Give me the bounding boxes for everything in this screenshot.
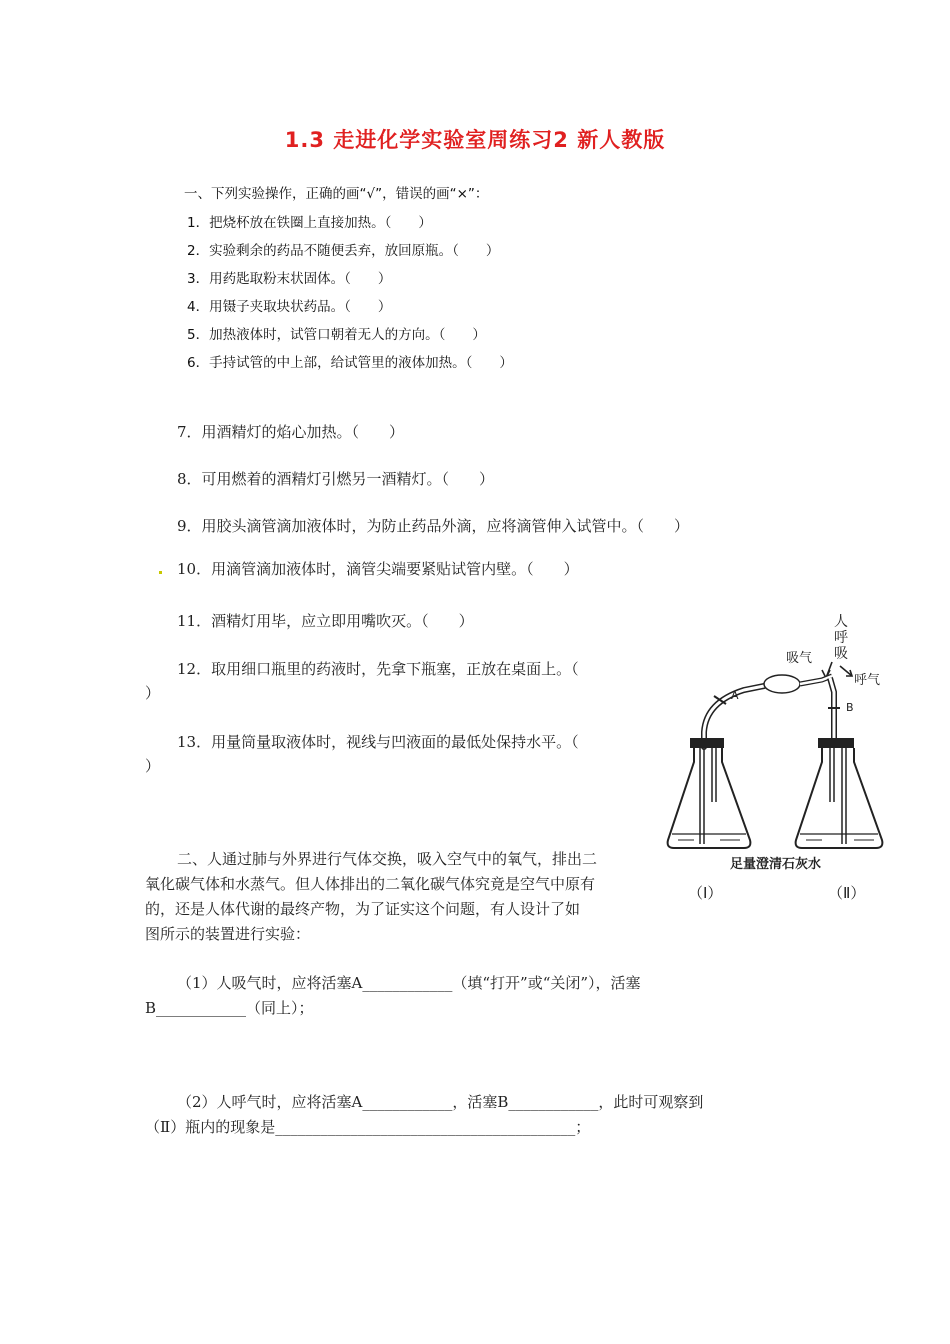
figure-label-hu: 呼 bbox=[834, 630, 848, 646]
figure-label-a: A bbox=[731, 689, 739, 702]
question-2-1-line-2: B____________（同上）； bbox=[145, 999, 314, 1017]
flask-2 bbox=[796, 738, 883, 848]
question-item-13-cont: ） bbox=[145, 757, 161, 775]
question-item-6: 6．手持试管的中上部，给试管里的液体加热。（ ） bbox=[187, 355, 513, 371]
figure-label-inhale: 吸气 bbox=[786, 651, 813, 666]
page-title: 1.3 走进化学实验室周练习2 新人教版 bbox=[284, 128, 666, 152]
flask-1 bbox=[668, 738, 751, 848]
stray-dot bbox=[159, 571, 162, 574]
question-item-9: 9．用胶头滴管滴加液体时，为防止药品外滴，应将滴管伸入试管中。（ ） bbox=[177, 517, 690, 535]
question-item-4: 4．用镊子夹取块状药品。（ ） bbox=[187, 299, 392, 315]
question-item-13: 13．用量筒量取液体时，视线与凹液面的最低处保持水平。（ bbox=[177, 733, 579, 751]
question-item-7: 7．用酒精灯的焰心加热。（ ） bbox=[177, 423, 405, 441]
question-item-8: 8．可用燃着的酒精灯引燃另一酒精灯。（ ） bbox=[177, 470, 495, 488]
section2-intro-line-2: 氧化碳气体和水蒸气。但人体排出的二氧化碳气体究竟是空气中原有 bbox=[145, 875, 596, 893]
section2-intro-line-1: 二、人通过肺与外界进行气体交换，吸入空气中的氧气，排出二 bbox=[177, 850, 598, 868]
rubber-connector bbox=[764, 675, 800, 693]
figure-label-flask-1: （Ⅰ） bbox=[688, 884, 723, 902]
section1-heading: 一、下列实验操作，正确的画“√”，错误的画“×”： bbox=[184, 186, 489, 202]
apparatus-diagram bbox=[664, 612, 894, 912]
question-2-2-line-2: （Ⅱ）瓶内的现象是________________________________________； bbox=[145, 1118, 591, 1136]
figure-label-xi: 吸 bbox=[834, 646, 848, 662]
question-item-1: 1．把烧杯放在铁圈上直接加热。（ ） bbox=[187, 215, 432, 231]
question-2-2-line-1: （2）人呼气时，应将活塞A____________，活塞B____________，此时可观察到 bbox=[177, 1093, 704, 1111]
question-2-1-line-1: （1）人吸气时，应将活塞A____________（填“打开”或“关闭”），活塞 bbox=[177, 974, 641, 992]
question-item-12-cont: ） bbox=[145, 684, 161, 702]
figure-caption: 足量澄清石灰水 bbox=[730, 857, 822, 872]
question-item-11: 11．酒精灯用毕，应立即用嘴吹灭。（ ） bbox=[177, 612, 474, 630]
section2-intro-line-3: 的，还是人体代谢的最终产物，为了证实这个问题，有人设计了如 bbox=[145, 900, 581, 918]
apparatus-figure bbox=[664, 612, 894, 912]
question-item-5: 5．加热液体时，试管口朝着无人的方向。（ ） bbox=[187, 327, 486, 343]
figure-label-b: B bbox=[846, 701, 854, 714]
figure-label-flask-2: （Ⅱ） bbox=[828, 884, 866, 902]
section2-intro-line-4: 图所示的装置进行实验： bbox=[145, 925, 311, 943]
figure-label-person: 人 bbox=[834, 614, 848, 630]
question-item-3: 3．用药匙取粉末状固体。（ ） bbox=[187, 271, 392, 287]
figure-label-exhale: 呼气 bbox=[854, 673, 881, 688]
question-item-2: 2．实验剩余的药品不随便丢弃，放回原瓶。（ ） bbox=[187, 243, 500, 259]
question-item-12: 12．取用细口瓶里的药液时，先拿下瓶塞，正放在桌面上。（ bbox=[177, 660, 579, 678]
question-item-10: 10．用滴管滴加液体时，滴管尖端要紧贴试管内壁。（ ） bbox=[177, 560, 579, 578]
